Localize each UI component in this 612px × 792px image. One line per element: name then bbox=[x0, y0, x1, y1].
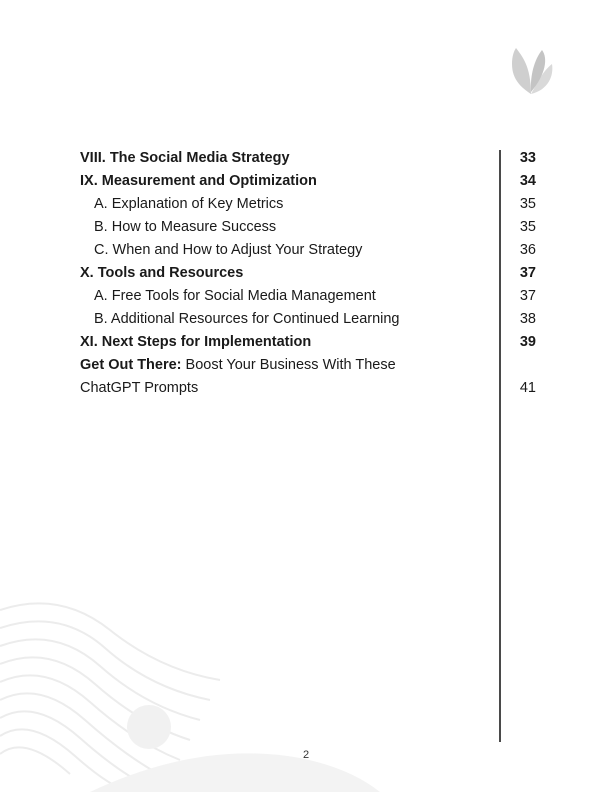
toc-entry-label bbox=[80, 354, 396, 400]
toc-bonus-bold: Get Out There: bbox=[80, 357, 182, 373]
toc-entry[interactable] bbox=[80, 147, 540, 170]
toc-entry-page: 38 bbox=[519, 311, 536, 327]
toc-entry[interactable] bbox=[80, 170, 540, 193]
toc-entry-page: 34 bbox=[519, 173, 536, 189]
toc-entry-page: 37 bbox=[519, 265, 536, 281]
toc-bonus-rest: Boost Your Business With These bbox=[181, 357, 396, 373]
toc-entry-label: IX. Measurement and Optimization bbox=[80, 173, 317, 189]
toc-entry-page: 41 bbox=[519, 380, 536, 396]
table-of-contents bbox=[80, 147, 540, 400]
toc-entry[interactable] bbox=[80, 239, 540, 262]
background-decoration bbox=[0, 590, 380, 792]
toc-entry-page: 37 bbox=[519, 288, 536, 304]
toc-bonus-line2: ChatGPT Prompts bbox=[80, 380, 199, 396]
toc-entry[interactable] bbox=[80, 216, 540, 239]
toc-entry-page: 35 bbox=[519, 196, 536, 212]
toc-entry[interactable] bbox=[80, 285, 540, 308]
toc-entry-page: 39 bbox=[519, 334, 536, 350]
toc-entry[interactable] bbox=[80, 331, 540, 354]
toc-entry-label: B. How to Measure Success bbox=[94, 219, 277, 235]
toc-entry-label: A. Free Tools for Social Media Management bbox=[94, 288, 376, 304]
toc-entry-label: C. When and How to Adjust Your Strategy bbox=[94, 242, 363, 258]
toc-entry-label: XI. Next Steps for Implementation bbox=[80, 334, 312, 350]
toc-entry-bonus[interactable] bbox=[80, 354, 540, 400]
toc-entry-page: 33 bbox=[519, 150, 536, 166]
page-number: 2 bbox=[302, 749, 310, 761]
leaf-logo-icon bbox=[508, 46, 554, 96]
vertical-rule bbox=[499, 150, 501, 742]
toc-entry-label: X. Tools and Resources bbox=[80, 265, 244, 281]
toc-entry-label: VIII. The Social Media Strategy bbox=[80, 150, 290, 166]
toc-entry[interactable] bbox=[80, 262, 540, 285]
toc-entry-label: B. Additional Resources for Continued Learning bbox=[94, 311, 400, 327]
toc-entry-page: 36 bbox=[519, 242, 536, 258]
toc-entry-label: A. Explanation of Key Metrics bbox=[94, 196, 284, 212]
toc-entry[interactable] bbox=[80, 308, 540, 331]
toc-entry-page: 35 bbox=[519, 219, 536, 235]
toc-entries-list bbox=[80, 147, 540, 354]
toc-entry[interactable] bbox=[80, 193, 540, 216]
